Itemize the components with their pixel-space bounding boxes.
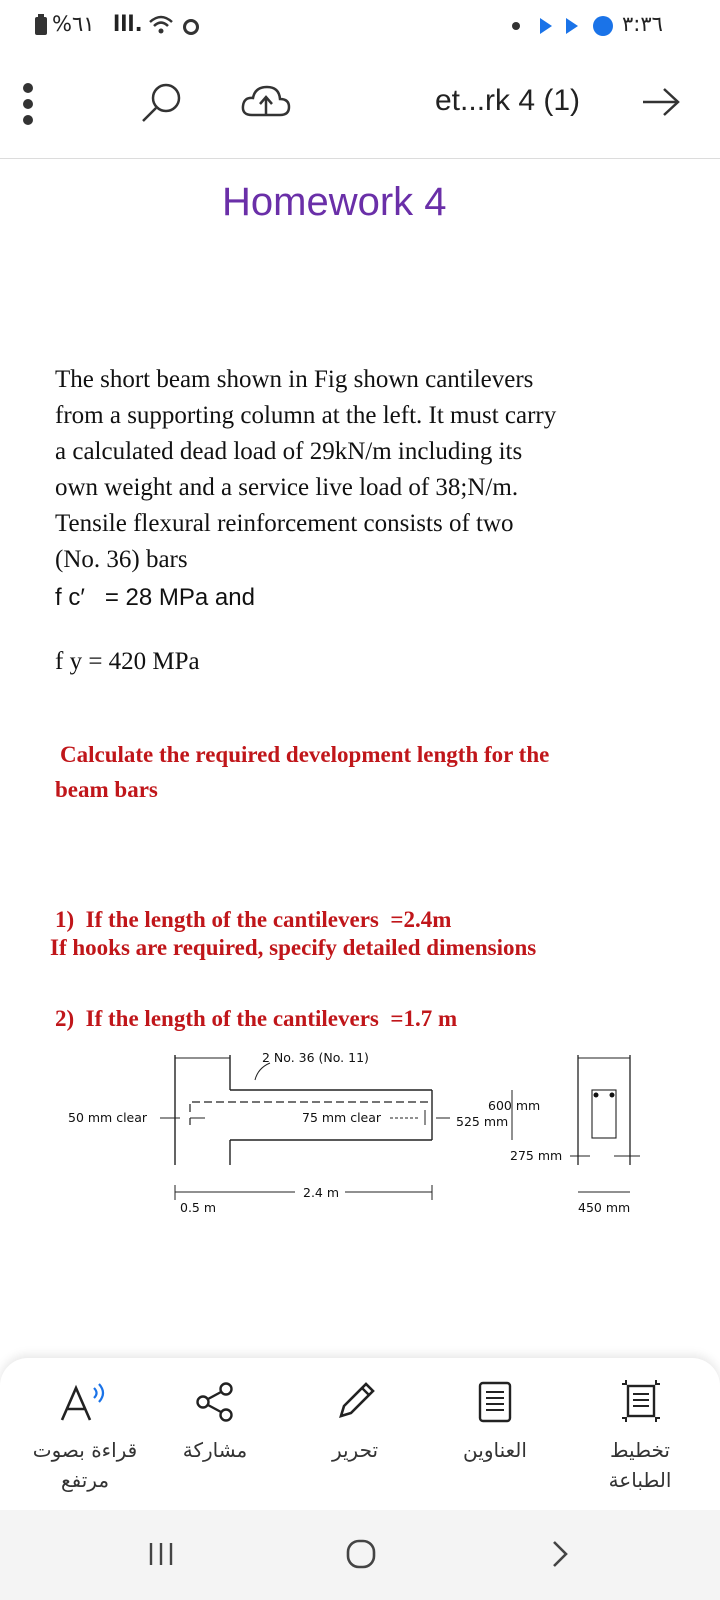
clock: ٣:٣٦ (622, 12, 663, 36)
page-title: Homework 4 (222, 180, 447, 224)
print-layout-button[interactable] (580, 1370, 700, 1505)
print-layout-icon (620, 1378, 662, 1424)
column-label: 0.5 m (180, 1200, 217, 1215)
headings-label: العناوين (463, 1438, 527, 1462)
print-layout-label: تخطيط (610, 1438, 670, 1462)
question-line: beam bars (55, 777, 158, 802)
recent-apps-icon[interactable] (145, 1540, 177, 1568)
paragraph-line: Tensile flexural reinforcement consists of two (55, 510, 514, 537)
question-text (55, 737, 695, 807)
length-label: 2.4 m (303, 1185, 340, 1200)
problem-paragraph (55, 362, 675, 578)
share-icon (195, 1382, 235, 1422)
app-toolbar (0, 50, 720, 159)
beam-figure (0, 1040, 720, 1240)
rebar-dot-left (594, 1093, 599, 1098)
wifi-icon (148, 14, 174, 36)
system-nav-bar (0, 1510, 720, 1600)
more-options-icon[interactable] (22, 80, 34, 128)
eff-depth-label: 525 mm (456, 1114, 509, 1129)
paragraph-line: own weight and a service live load of 38;N/m. (55, 474, 519, 501)
read-aloud-label-2: مرتفع (60, 1468, 110, 1492)
edit-label: تحرير (331, 1438, 379, 1462)
clear-label: 75 mm clear (302, 1110, 382, 1125)
status-bar (0, 0, 720, 50)
width-label: 450 mm (578, 1200, 631, 1215)
document-title[interactable]: et...rk 4 (1) (435, 84, 581, 117)
side-label: 275 mm (510, 1148, 563, 1163)
signal-icon: lll. (113, 12, 143, 36)
forward-arrow-icon[interactable] (640, 84, 684, 120)
bars-leader (255, 1063, 270, 1080)
edit-button[interactable] (300, 1370, 410, 1470)
battery-icon (33, 14, 49, 36)
read-aloud-label: قراءة بصوت (32, 1438, 138, 1462)
case-item: 2) If the length of the cantilevers =1.7 m (55, 1006, 458, 1031)
share-button[interactable] (160, 1370, 270, 1470)
print-layout-label-2: الطباعة (608, 1468, 672, 1492)
back-icon[interactable] (548, 1538, 572, 1570)
search-icon[interactable] (138, 80, 186, 128)
hooks-note: If hooks are required, specify detailed dimensions (50, 935, 537, 960)
paragraph-line: from a supporting column at the left. It must carry (55, 402, 557, 429)
cover-label: 50 mm clear (68, 1110, 148, 1125)
share-label: مشاركة (182, 1438, 248, 1462)
battery-level: %٦١ (52, 12, 95, 36)
cloud-upload-icon[interactable] (240, 82, 292, 122)
read-aloud-icon (58, 1382, 114, 1424)
fc-line: f c′ = 28 MPa and (55, 584, 255, 611)
headings-button[interactable] (440, 1370, 550, 1470)
paragraph-line: (No. 36) bars (55, 546, 188, 573)
question-line: Calculate the required development length for the (60, 742, 550, 767)
paragraph-line: a calculated dead load of 29kN/m including its (55, 438, 523, 465)
rebar-dot-right (610, 1093, 615, 1098)
notification-icons (510, 15, 620, 37)
home-icon[interactable] (345, 1538, 377, 1570)
case-item: 1) If the length of the cantilevers =2.4m (55, 907, 452, 932)
bottom-action-panel (0, 1358, 720, 1510)
headings-icon (477, 1380, 513, 1424)
fy-line: f y = 420 MPa (55, 648, 200, 675)
alarm-icon (180, 15, 202, 37)
bars-label: 2 No. 36 (No. 11) (262, 1050, 369, 1065)
depth-label: 600 mm (488, 1098, 541, 1113)
edit-pen-icon (335, 1380, 377, 1422)
read-aloud-button[interactable] (20, 1370, 150, 1505)
paragraph-line: The short beam shown in Fig shown cantilevers (55, 366, 534, 393)
